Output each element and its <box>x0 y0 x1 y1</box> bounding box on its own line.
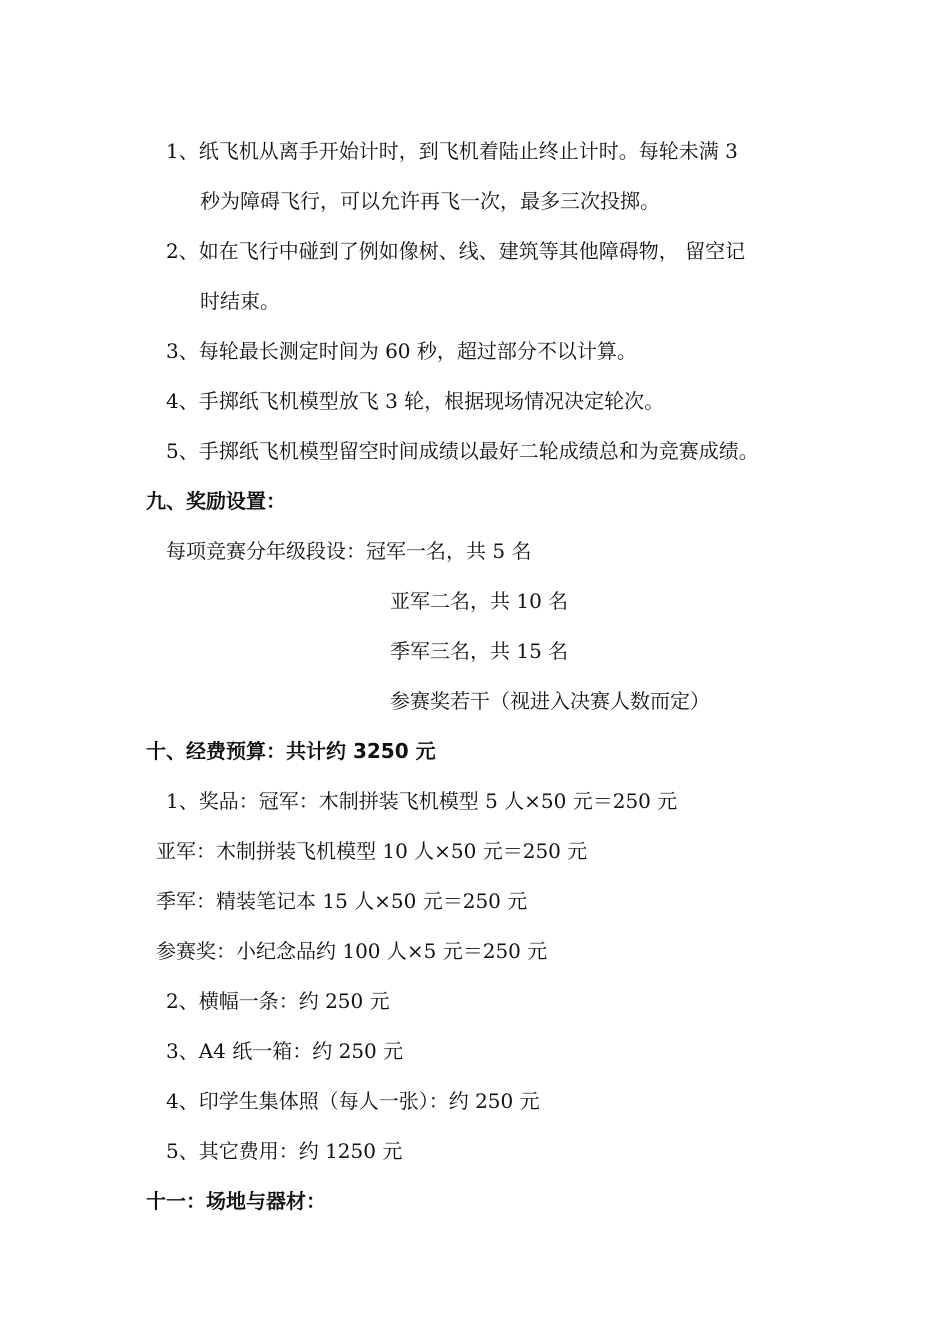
budget-item-1-third: 季军：精装笔记本 15 人×50 元＝250 元 <box>156 889 528 913</box>
budget-item-5: 5、其它费用：约 1250 元 <box>166 1139 403 1163</box>
rule-2-line-2: 时结束。 <box>200 289 280 313</box>
budget-item-3: 3、A4 纸一箱：约 250 元 <box>166 1039 404 1063</box>
rule-5: 5、手掷纸飞机模型留空时间成绩以最好二轮成绩总和为竞赛成绩。 <box>166 439 759 463</box>
awards-third-place: 季军三名，共 15 名 <box>390 639 569 663</box>
venue-heading: 十一：场地与器材： <box>146 1189 326 1213</box>
budget-item-1: 1、奖品：冠军：木制拼装飞机模型 5 人×50 元＝250 元 <box>166 789 678 813</box>
budget-item-1-second: 亚军：木制拼装飞机模型 10 人×50 元＝250 元 <box>156 839 588 863</box>
rule-1-line-1: 1、纸飞机从离手开始计时，到飞机着陆止终止计时。每轮未满 3 <box>166 139 738 163</box>
budget-item-4: 4、印学生集体照（每人一张）：约 250 元 <box>166 1089 540 1113</box>
budget-heading: 十、经费预算：共计约 3250 元 <box>146 739 436 763</box>
rule-1-line-2: 秒为障碍飞行，可以允许再飞一次，最多三次投掷。 <box>200 189 660 213</box>
budget-item-1-participation: 参赛奖：小纪念品约 100 人×5 元＝250 元 <box>156 939 548 963</box>
budget-item-2: 2、横幅一条：约 250 元 <box>166 989 390 1013</box>
awards-participation: 参赛奖若干（视进入决赛人数而定） <box>390 689 710 713</box>
rule-2-line-1: 2、如在飞行中碰到了例如像树、线、建筑等其他障碍物， 留空记 <box>166 239 746 263</box>
awards-champion: 每项竞赛分年级段设：冠军一名，共 5 名 <box>166 539 532 563</box>
rule-4: 4、手掷纸飞机模型放飞 3 轮，根据现场情况决定轮次。 <box>166 389 665 413</box>
awards-second-place: 亚军二名，共 10 名 <box>390 589 569 613</box>
awards-heading: 九、奖励设置： <box>146 489 286 513</box>
rule-3: 3、每轮最长测定时间为 60 秒，超过部分不以计算。 <box>166 339 637 363</box>
